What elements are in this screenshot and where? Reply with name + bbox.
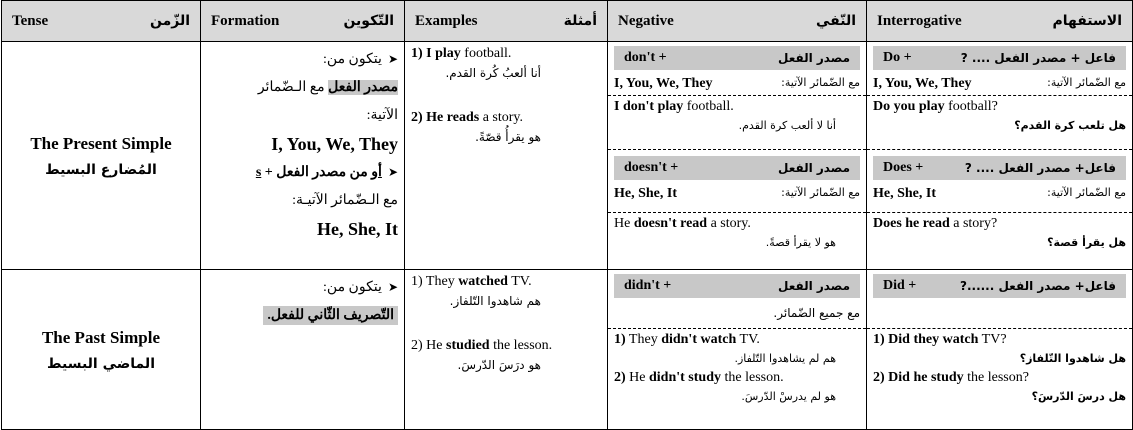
example-item: 2) He reads a story. هو يقرأُ قصّةً.: [411, 110, 541, 144]
negative-rule-past: didn't + مصدر الفعل مع جميع الضّمائر.: [608, 270, 866, 329]
pronouns-plural: I, You, We, They: [271, 134, 398, 154]
negative-rule-plural: don't + مصدر الفعل I, You, We, They مع الضّمائر الآتية:: [608, 42, 866, 96]
present-examples-cell: [405, 42, 608, 270]
header-examples: Examples أمثلة: [405, 1, 608, 42]
past-simple-row: [2, 270, 1133, 430]
arrow-icon: ➤: [387, 165, 398, 179]
past-examples-cell: [405, 270, 608, 430]
example-item: 2) He studied the lesson. هو درَسَ الدّرسَ.: [411, 338, 553, 372]
present-tense-arabic: المُضارع البسيط: [45, 161, 157, 178]
question-examples-past: 1) Did they watch TV? هل شاهدوا التّلفاز؟ 2) Did he study the lesson? هل درسَ الدّرسَ؟: [873, 332, 1126, 403]
question-example-singular: Does he read a story? هل يقرأ قصة؟: [873, 216, 1126, 249]
past-tense-arabic: الماضي البسيط: [47, 355, 155, 372]
pronouns-singular: He, She, It: [317, 219, 398, 239]
present-interrogative-cell: [867, 42, 1133, 270]
header-tense: Tense الزّمن: [2, 1, 201, 42]
question-rule-past: Did + فاعل+ مصدر الفعل ......?: [867, 270, 1132, 329]
negative-rule-singular: doesn't + مصدر الفعل He, She, It مع الضّمائر الآتية:: [608, 150, 866, 213]
header-row: [2, 1, 1133, 42]
header-formation: Formation التّكوين: [201, 1, 405, 42]
past-tense-cell: [2, 270, 201, 430]
arrow-icon: ➤: [387, 52, 398, 66]
present-formation-cell: ➤يتكون من: مصدر الفعل مع الـضّمائر الآتية: I, You, We, They ➤أو من مصدر الفعل + s مع الـضّمائر الآتيـة: He, She, It: [201, 42, 405, 270]
past-negative-cell: [608, 270, 867, 430]
header-interrogative: Interrogative الاستفهام: [867, 1, 1133, 42]
header-negative: Negative النّفي: [608, 1, 867, 42]
present-tense-title: The Present Simple: [30, 133, 172, 153]
past-interrogative-cell: [867, 270, 1133, 430]
arrow-icon: ➤: [387, 280, 398, 294]
present-negative-cell: [608, 42, 867, 270]
question-rule-singular: Does + فاعل+ مصدر الفعل .... ? He, She, It مع الضّمائر الآتية:: [867, 150, 1132, 213]
present-tense-cell: [2, 42, 201, 270]
example-item: 1) I play football. أنا ألعبُ كُرة القدم.: [411, 46, 541, 80]
negative-example-singular: He doesn't read a story. هو لا يقرأ قصةً.: [614, 216, 836, 249]
negative-examples-past: 1) They didn't watch TV. هم لم يشاهدوا التّلفاز. 2) He didn't study the lesson. هو لم يدرسْ الدّرسَ.: [614, 332, 836, 403]
question-example-plural: Do you play football? هل تلعب كرة القدم؟: [867, 96, 1132, 150]
present-simple-row: [2, 42, 1133, 270]
past-tense-title: The Past Simple: [41, 327, 161, 347]
example-item: 1) They watched TV. هم شاهدوا التّلفاز.: [411, 274, 541, 308]
past-formation-cell: ➤يتكون من: التّصريف الثّاني للفعل.: [201, 270, 405, 430]
negative-example-plural: I don't play football. أنا لا ألعب كرة القدم.: [608, 96, 866, 150]
grammar-table: [1, 0, 1133, 430]
question-rule-plural: Do + فاعل + مصدر الفعل .... ? I, You, We, They مع الضّمائر الآتية:: [867, 42, 1132, 96]
